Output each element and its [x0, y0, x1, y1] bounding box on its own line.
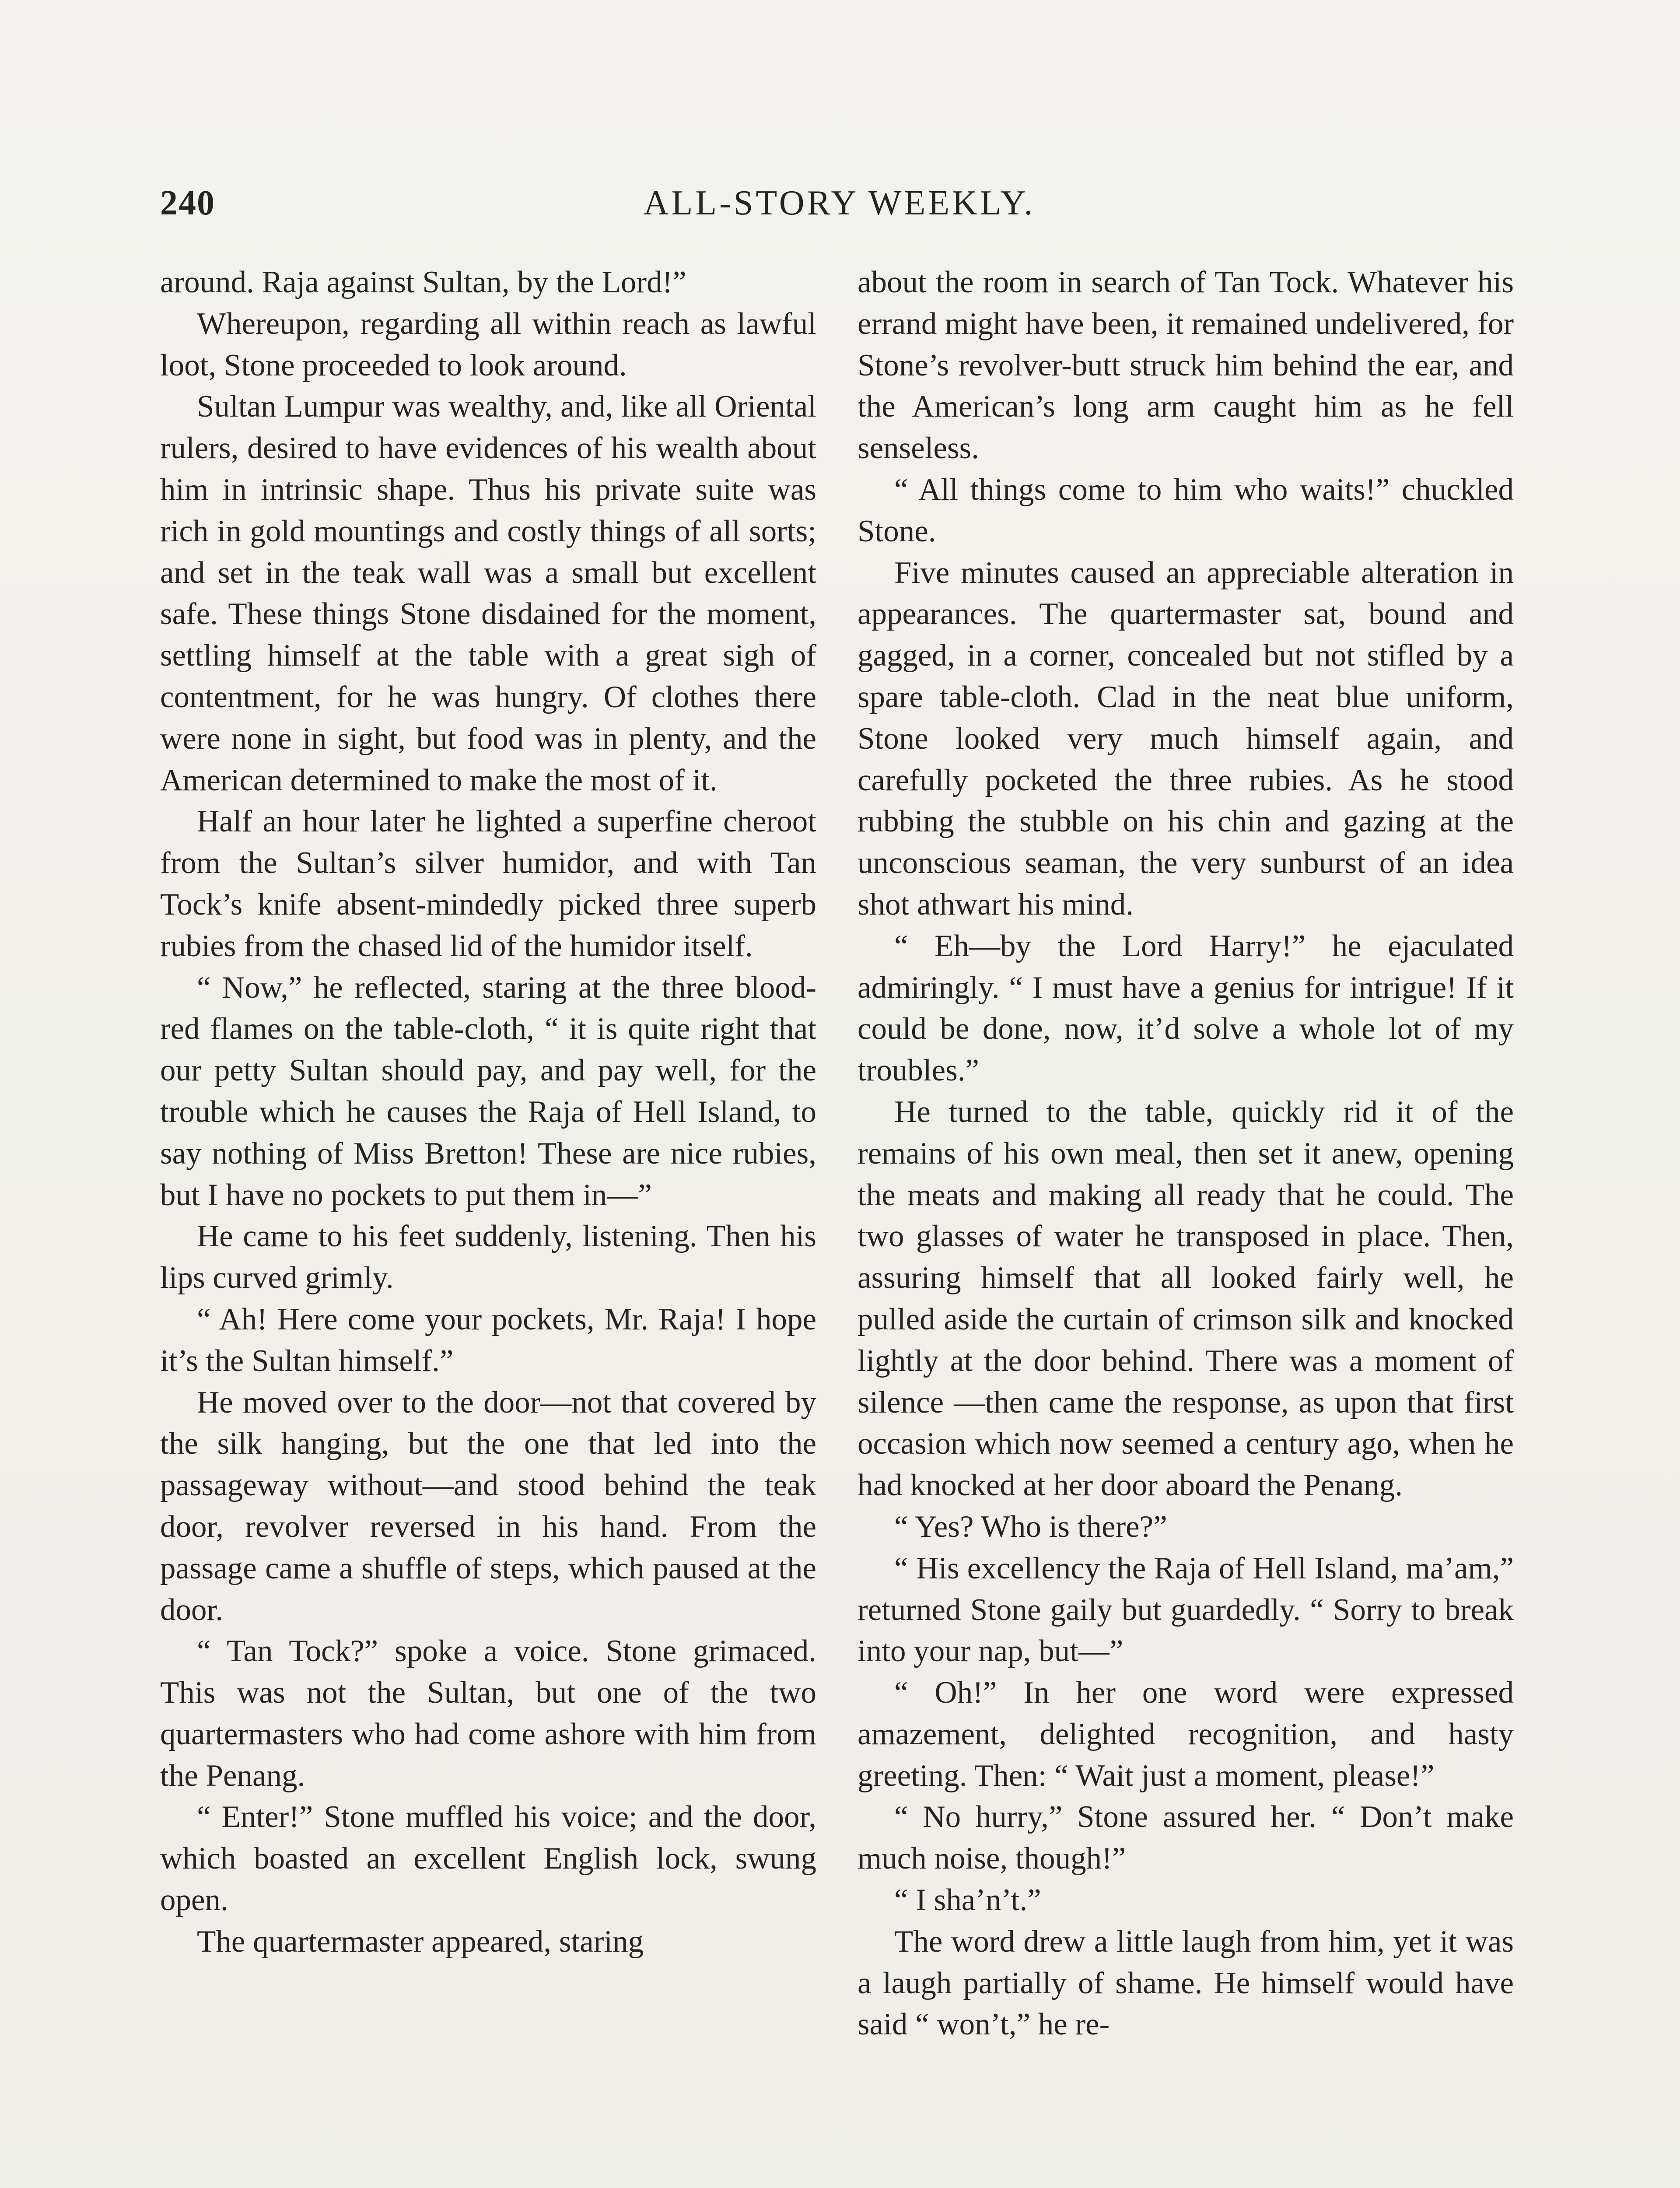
paragraph: “ Oh!” In her one word were expressed amazement, delighted recognition, and hasty greeting. Then: “ Wait just a moment, please!” [858, 1676, 1514, 1793]
running-head: ALL-STORY WEEKLY. [643, 184, 1036, 222]
page-header [160, 177, 1519, 229]
paragraph: “ No hurry,” Stone assured her. “ Don’t make much noise, though!” [858, 1800, 1514, 1876]
paragraph: “ Yes? Who is there?” [894, 1509, 1167, 1544]
right-column [858, 262, 1514, 2045]
paragraph: The quartermaster appeared, staring [197, 1924, 644, 1959]
paragraph: “ His excellency the Raja of Hell Island, ma’am,” returned Stone gaily but guardedly. “ Sorry to break into your nap, but—” [858, 1551, 1514, 1669]
paragraph: “ Now,” he reflected, staring at the three blood-red flames on the table-cloth, “ it is quite right that our petty Sultan should pay, and pay well, for the trouble which he causes the Raja of Hell Island, to say nothing of Miss Bretton! These are nice rubies, but I have no pockets to put them in—” [160, 970, 816, 1212]
page-number: 240 [160, 184, 215, 222]
paragraph: He turned to the table, quickly rid it of the remains of his own meal, then set it anew, opening the meats and making all ready that he could. The two glasses of water he transposed in place. Then, assuring himself that all looked fairly well, he pulled aside the curtain of crimson silk and knocked lightly at the door behind. There was a moment of silence —then came the response, as upon that first occasion which now seemed a century ago, when he had knocked at her door aboard the Penang. [858, 1094, 1514, 1503]
paragraph: Half an hour later he lighted a superfine cheroot from the Sultan’s silver humidor, and with Tan Tock’s knife absent-mindedly picked three superb rubies from the chased lid of the humidor itself. [160, 804, 816, 963]
paragraph: about the room in search of Tan Tock. Whatever his errand might have been, it remained undelivered, for Stone’s revolver-butt struck him behind the ear, and the American’s long arm caught him as he fell senseless. [858, 265, 1514, 466]
paragraph: “ Eh—by the Lord Harry!” he ejaculated admiringly. “ I must have a genius for intrigue! If it could be done, now, it’d solve a whole lot of my troubles.” [858, 929, 1514, 1088]
paragraph: He came to his feet suddenly, listening. Then his lips curved grimly. [160, 1219, 816, 1295]
paragraph: “ Ah! Here come your pockets, Mr. Raja! I hope it’s the Sultan himself.” [160, 1302, 816, 1378]
paragraph: Whereupon, regarding all within reach as lawful loot, Stone proceeded to look around. [160, 306, 816, 382]
paragraph: “ I sha’n’t.” [894, 1883, 1041, 1918]
paragraph: Sultan Lumpur was wealthy, and, like all Oriental rulers, desired to have evidences of his wealth about him in intrinsic shape. Thus his private suite was rich in gold mountings and costly things of all sorts; and set in the teak wall was a small but excellent safe. These things Stone disdained for the moment, settling himself at the table with a great sigh of contentment, for he was hungry. Of clothes there were none in sight, but food was in plenty, and the American determined to make the most of it. [160, 389, 816, 797]
paragraph: Five minutes caused an appreciable alteration in appearances. The quartermaster sat, bound and gagged, in a corner, concealed but not stifled by a spare table-cloth. Clad in the neat blue uniform, Stone looked very much himself again, and carefully pocketed the three rubies. As he stood rubbing the stubble on his chin and gazing at the unconscious seaman, the very sunburst of an idea shot athwart his mind. [858, 555, 1514, 922]
paragraph: “ All things come to him who waits!” chuckled Stone. [858, 472, 1514, 548]
paragraph: around. Raja against Sultan, by the Lord!” [160, 265, 686, 299]
paragraph: The word drew a little laugh from him, yet it was a laugh partially of shame. He himself would have said “ won’t,” he re- [858, 1924, 1514, 2042]
paragraph: “ Enter!” Stone muffled his voice; and the door, which boasted an excellent English lock, swung open. [160, 1800, 816, 1918]
paragraph: “ Tan Tock?” spoke a voice. Stone grimaced. This was not the Sultan, but one of the two quartermasters who had come ashore with him from the Penang. [160, 1634, 816, 1793]
left-column [160, 262, 816, 1963]
paragraph: He moved over to the door—not that covered by the silk hanging, but the one that led into the passageway without—and stood behind the teak door, revolver reversed in his hand. From the passage came a shuffle of steps, which paused at the door. [160, 1385, 816, 1627]
